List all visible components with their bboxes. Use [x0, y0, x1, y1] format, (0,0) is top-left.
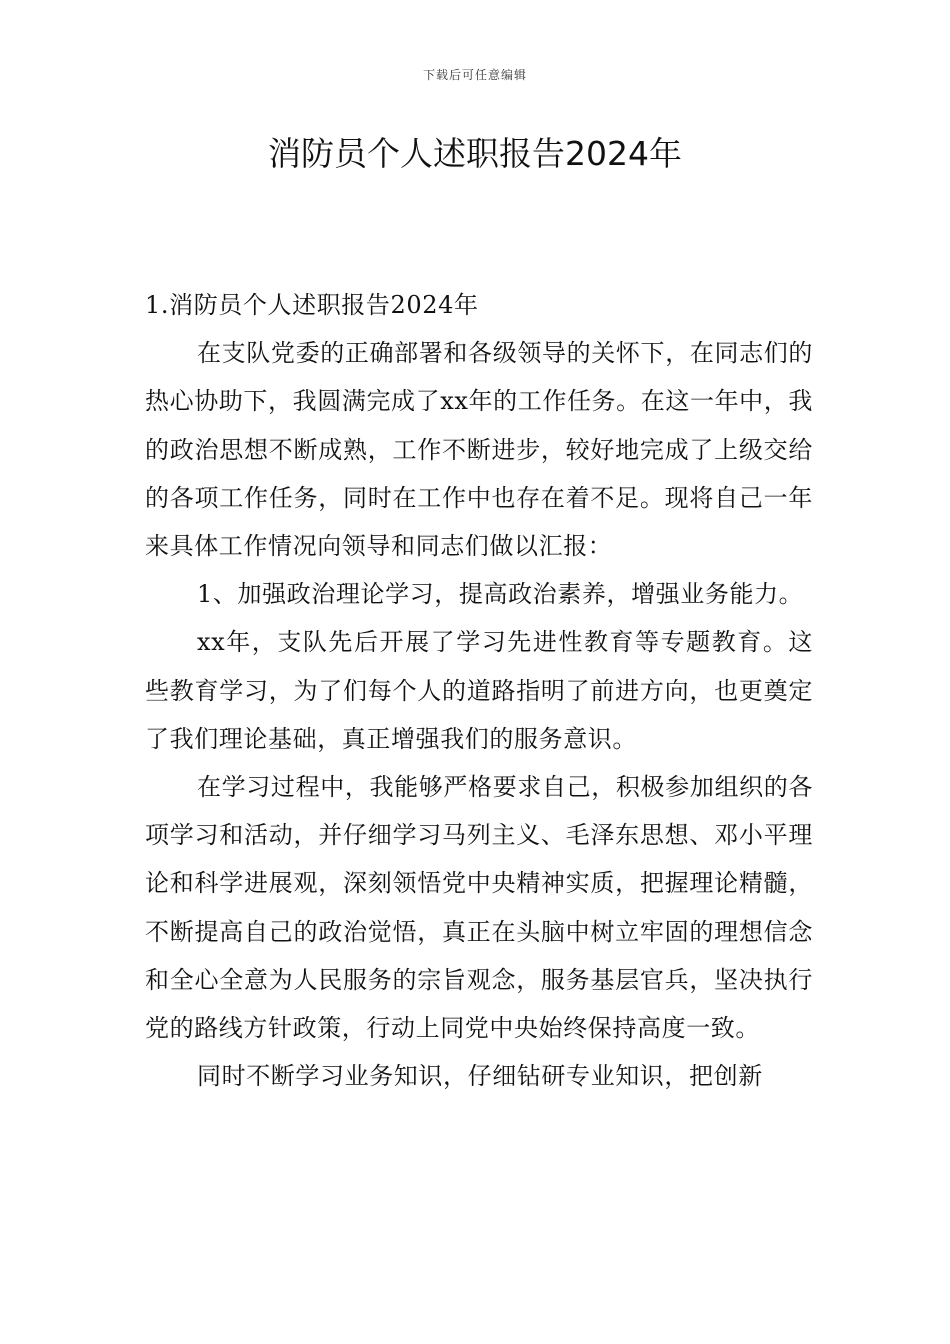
body-paragraph: 在学习过程中，我能够严格要求自己，积极参加组织的各项学习和活动，并仔细学习马列主义、毛泽东思想、邓小平理论和科学进展观，深刻领悟党中央精神实质，把握理论精髓，不断提高自己的政治觉悟，真正在头脑中树立牢固的理想信念和全心全意为人民服务的宗旨观念，服务基层官兵，坚决执行党的路线方针政策，行动上同党中央始终保持高度一致。	[145, 773, 813, 1043]
body-paragraph: 1、加强政治理论学习，提高政治素养，增强业务能力。	[197, 580, 804, 609]
body-paragraph: 同时不断学习业务知识，仔细钻研专业知识，把创新	[197, 1062, 763, 1091]
document-title: 消防员个人述职报告2024年	[268, 134, 682, 173]
body-paragraph: 在支队党委的正确部署和各级领导的关怀下，在同志们的热心协助下，我圆满完成了xx年的工作任务。在这一年中，我的政治思想不断成熟，工作不断进步，较好地完成了上级交给的各项工作任务，同时在工作中也存在着不足。现将自己一年来具体工作情况向领导和同志们做以汇报：	[145, 339, 813, 561]
header-note: 下载后可任意编辑	[422, 68, 527, 82]
body-paragraph: 1.消防员个人述职报告2024年	[145, 291, 479, 319]
body-paragraph: xx年，支队先后开展了学习先进性教育等专题教育。这些教育学习，为了们每个人的道路指明了前进方向，也更奠定了我们理论基础，真正增强我们的服务意识。	[145, 628, 813, 753]
document-body	[145, 281, 813, 1100]
